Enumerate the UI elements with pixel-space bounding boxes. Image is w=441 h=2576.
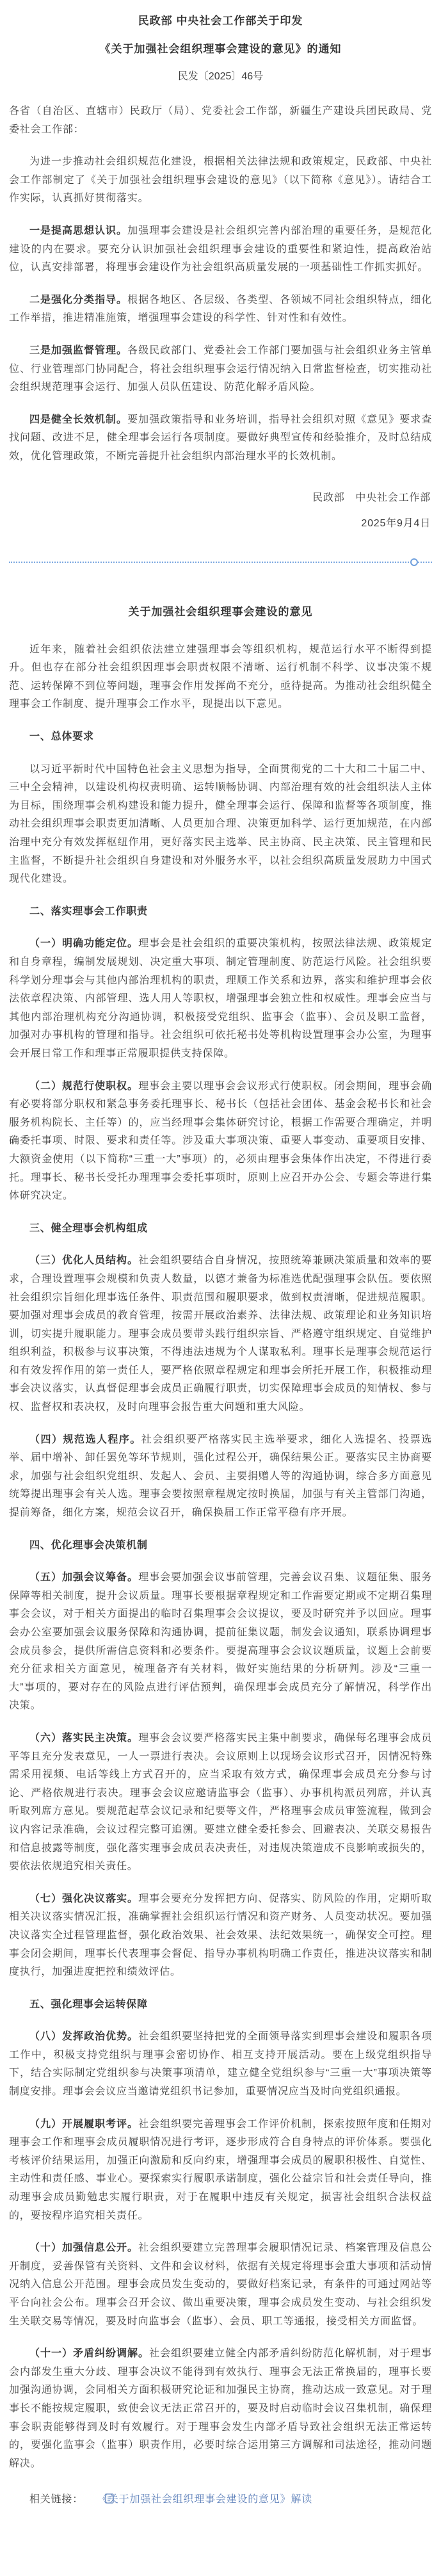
- section-heading-2: 二、落实理事会工作职责: [29, 905, 148, 917]
- section-heading-5: 五、强化理事会运转保障: [29, 1998, 148, 2010]
- paragraph-body: 理事会会议要严格落实民主集中制要求，确保每名理事会成员平等且充分发表意见，一人一票进行表决。会议原则上以现场会议形式召开，因情况特殊需采用视频、电话等线上方式召开的，应当采取有效方式，确保理事会成员充分参与讨论、严格依规进行表决。理事会会议应邀请监事会（监事）、办事机构派员列席，并认真听取列席方意见。要规范起草会议记录和纪要等文件，严格理事会成员审签流程，做到会议内容记录准确，会议过程完整可追溯。要建立健全委托参会、回避表决、关联交易报告和信息披露等制度，强化落实理事会成员表决责任，对违规决策造成不良影响或损失的，要依法依规追究相关责任。: [9, 1732, 432, 1872]
- paragraph-body: 理事会要加强会议事前管理，完善会议召集、议题征集、服务保障等相关制度，提升会议质量。理事长要根据章程规定和工作需要定期或不定期召集理事会会议，对于相关方面提出的临时召集理事会会议提议，要及时研究并予以回应。理事会办公室要加强会议服务保障和沟通协调，提前征集议题，制发会议通知，联系协调理事会成员参会，提供所需信息资料和必要条件。要提高理事会会议议题质量，议题上会前要充分征求相关方面意见，梳理备齐有关材料，做好实施结果的分析研判。涉及“三重一大”事项的，要对存在的风险点进行评估预判，确保理事会成员充分了解情况，科学作出决策。: [9, 1572, 432, 1712]
- divider-circle-icon: [410, 558, 418, 566]
- paragraph-lead: （三）优化人员结构。: [29, 1255, 139, 1267]
- point-lead: 四是健全长效机制。: [29, 414, 128, 425]
- opinion-paragraph: [9, 1890, 432, 1982]
- paragraph-lead: （一）明确功能定位。: [29, 938, 139, 950]
- section-heading-4: 四、优化理事会决策机制: [29, 1539, 148, 1551]
- paragraph-lead: （十一）矛盾纠纷调解。: [29, 2348, 150, 2360]
- date-line: 2025年9月4日: [361, 518, 431, 530]
- point-body: 要加强政策指导和业务培训，指导社会组织对照《意见》要求查找问题、改进不足，健全理事会运行各项制度。要做好典型宣传和经验推介，及时总结成效，优化管理政策，不断完善提升社会组织内部治理水平的长效机制。: [9, 414, 433, 462]
- opinion-paragraph: [9, 2239, 432, 2331]
- opinion-paragraph: [9, 1252, 432, 1416]
- paragraph-body: 理事会要充分发挥把方向、促落实、防风险的作用，定期听取相关决议落实情况汇报，准确掌握社会组织运行情况和资产财务、人员变动状况。要加强决议落实全过程管理监督，强化政治效果、社会效果、法纪效果统一，确保安全可控。理事会闭会期间，理事长代表理事会督促、指导办事机构明确工作责任，推进决议落实和制度执行，加强进度把控和绩效评估。: [9, 1893, 432, 1978]
- opinion-title: 关于加强社会组织理事会建设的意见: [128, 605, 313, 618]
- point-body: 根据各地区、各层级、各类型、各领域不同社会组织特点，细化工作举措，推进精准施策，增强理事会建设的科学性、针对性和有效性。: [9, 294, 433, 324]
- notice-title-line2: 《关于加强社会组织理事会建设的意见》的通知: [99, 43, 342, 55]
- paragraph-lead: （四）规范选人程序。: [29, 1434, 141, 1445]
- document-icon: [84, 2492, 93, 2502]
- notice-point-paragraph: [9, 411, 432, 466]
- opinion-intro-paragraph: 近年来，随着社会组织依法建立建强理事会等组织机构，规范运行水平不断得到提升。但也存在部分社会组织因理事会职责权限不清晰、运行机制不科学、议事决策不规范、运转保障不到位等问题，理事会作用发挥尚不充分，亟待提高。为推动社会组织健全理事会工作制度、提升理事会工作水平，现提出以下意见。: [9, 644, 432, 710]
- section-heading-3: 三、健全理事会机构组成: [29, 1222, 148, 1234]
- related-links-line: [9, 2491, 432, 2509]
- paragraph-body: 社会组织要结合自身情况，按照统筹兼顾决策质量和效率的要求，合理设置理事会规模和负责人数量，以德才兼备为标准选优配强理事会队伍。要依照社会组织宗旨细化理事选任条件、职责范围和履职要求，做到权责清晰，促进规范履职。要加强对理事会成员的教育管理，按需开展政治素养、法律法规、政策理论和业务知识培训，切实提升履职能力。理事会成员要带头践行组织宗旨、严格遵守组织规定、自觉维护组织利益，积极参与议事决策，不得违法违规为个人谋取私利。理事长是理事会规范运行和有效发挥作用的第一责任人，要严格依照章程规定和理事会所托开展工作，积极推动理事会决议落实，认真督促理事会成员正确履行职责，切实保障理事会成员的知情权、参与权、监督权和表决权，及时向理事会报告重大问题和重大风险。: [9, 1255, 432, 1413]
- related-link[interactable]: 《关于加强社会组织理事会建设的意见》解读: [97, 2494, 313, 2506]
- paragraph-lead: （五）加强会议筹备。: [29, 1572, 139, 1584]
- opinion-paragraph: [9, 1569, 432, 1715]
- opinion-paragraph: 以习近平新时代中国特色社会主义思想为指导，全面贯彻党的二十大和二十届二中、三中全会精神，以建设机构权责明确、运转顺畅协调、内部治理有效的社会组织法人主体为目标，围绕理事会机构建设和能力提升，健全理事会运行、保障和监督等各项制度，推动社会组织理事会职责更加清晰、人员更加合理、决策更加科学、运行更加规范，在内部治理中充分有效发挥枢纽作用，更好落实民主选举、民主协商、民主决策、民主管理和民主监督，不断提升社会组织自身建设和对外服务水平，以社会组织高质量发展助力中国式现代化建设。: [9, 763, 432, 885]
- point-lead: 二是强化分类指导。: [29, 294, 128, 305]
- notice-title-line1: 民政部 中央社会工作部关于印发: [138, 15, 303, 27]
- doc-number: 民发〔2025〕46号: [177, 71, 264, 82]
- opinion-section: [9, 603, 432, 2474]
- notice-section: [9, 12, 432, 533]
- opinion-paragraph: [9, 2116, 432, 2226]
- paragraph-lead: （十）加强信息公开。: [29, 2242, 139, 2254]
- paragraph-lead: （七）强化决议落实。: [29, 1893, 139, 1904]
- related-links-label: 相关链接：: [29, 2494, 84, 2506]
- point-body: 加强理事会建设是社会组织完善内部治理的重要任务，是规范化建设的内在要求。要充分认识加强社会组织理事会建设的重要性和紧迫性，提高政治站位，认真安排部署，将理事会建设作为社会组织高质量发展的一项基础性工作抓实抓好。: [9, 225, 433, 273]
- opinion-paragraph: [9, 1078, 432, 1206]
- opinion-paragraph: [9, 1431, 432, 1523]
- point-lead: 一是提高思想认识。: [29, 225, 128, 236]
- opinion-paragraph: [9, 1729, 432, 1876]
- paragraph-body: 社会组织要严格落实民主选举要求，细化人选提名、投票选举、届中增补、卸任罢免等环节规则，强化过程公开，确保结果公正。要落实民主协商要求，加强与社会组织党组织、发起人、会员、主要捐赠人等的沟通协调，综合多方面意见统筹提出理事会有关人选。理事会要按照章程规定按时换届，加强与有关主管部门沟通，提前筹备，细化方案，规范会议召开，确保换届工作正常平稳有序开展。: [9, 1434, 432, 1519]
- paragraph-lead: （二）规范行使职权。: [29, 1080, 139, 1092]
- point-body: 各级民政部门、党委社会工作部门要加强与社会组织业务主管单位、行业管理部门协同配合，将社会组织理事会运行情况纳入日常监督检查，切实推动社会组织规范理事会运行、加强人员队伍建设、防范化解矛盾风险。: [9, 344, 433, 393]
- notice-point-paragraph: [9, 342, 432, 397]
- notice-point-paragraph: [9, 222, 432, 277]
- notice-point-paragraph: [9, 291, 432, 328]
- opinion-paragraph: [9, 2028, 432, 2101]
- opinion-paragraph: [9, 2345, 432, 2473]
- section-divider: [9, 562, 432, 563]
- paragraph-lead: （八）发挥政治优势。: [29, 2031, 139, 2043]
- section-heading-1: 一、总体要求: [29, 731, 94, 743]
- paragraph-body: 社会组织要建立健全内部矛盾纠纷防范化解机制，对于理事会内部发生重大分歧、理事会决议不能得到有效执行、理事会无法正常换届的，理事长要加强沟通协调，会同相关方面积极研究论证和加强民主协商，推动达成一致意见。对于理事长不能按规定履职，致使会议无法正常召开的，要及时启动临时会议召集机制，确保理事会职责能够得到及时有效履行。对于理事会发生内部矛盾导致社会组织无法正常运转的，要强化监事会（监事）职责作用，必要时综合运用第三方调解和司法途径，推动问题解决。: [9, 2348, 432, 2469]
- paragraph-body: 理事会是社会组织的重要决策机构，按照法律法规、政策规定和自身章程，编制发展规划、决定重大事项、制定管理制度、防范运行风险。社会组织要科学划分理事会与其他内部治理机构的职责，理顺工作关系和边界，落实和维护理事会依法依章程决策、内部管理、选人用人等职权，增强理事会独立性和权威性。理事会应当与其他内部治理机构充分沟通协调，积极接受党组织、监事会（监事）、会员及职工监督，加强对办事机构的管理和指导。社会组织可依托秘书处等机构设置理事会办公室，为理事会开展日常工作和理事正常履职提供支持保障。: [9, 938, 432, 1059]
- paragraph-body: 社会组织要完善理事会工作评价机制，探索按照年度和任期对理事会工作和理事会成员履职情况进行考评，逐步形成符合自身特点的评价体系。要强化考核评价结果运用，加强正向激励和反向约束，增强理事会成员的履职积极性、自觉性、主动性和责任感、事业心。要探索实行履职承诺制度，强化公益宗旨和社会责任导向，推动理事会成员勤勉忠实履行职责，对于在履职中违反有关规定，损害社会组织合法权益的，要按程序追究相关责任。: [9, 2118, 432, 2221]
- paragraph-lead: （九）开展履职考评。: [29, 2118, 139, 2130]
- paragraph-lead: （六）落实民主决策。: [29, 1732, 139, 1744]
- point-lead: 三是加强监督管理。: [29, 344, 128, 356]
- paragraph-body: 社会组织要坚持把党的全面领导落实到理事会建设和履职各项工作中，积极支持党组织与理事会密切协作、相互支持开展活动。要在上级党组织指导下，结合实际制定党组织参与决策事项清单，建立健全党组织参与“三重一大”事项决策等制度安排。理事会会议应当邀请党组织书记参加，重要情况应当及时向党组织通报。: [9, 2031, 432, 2098]
- notice-intro-paragraph: 为进一步推动社会组织规范化建设，根据相关法律法规和政策规定，民政部、中央社会工作部制定了《关于加强社会组织理事会建设的意见》（以下简称《意见》）。请结合工作实际，认真抓好贯彻落实。: [9, 156, 432, 204]
- paragraph-body: 理事会主要以理事会会议形式行使职权。闭会期间，理事会确有必要将部分职权和紧急事务委托理事长、秘书长（包括社会团体、基金会秘书长和社会服务机构院长、主任等）的，应当经理事会集体研究讨论，根据工作需要合理确定，并明确委托事项、时限、要求和责任等。涉及重大事项决策、重要人事变动、重要项目安排、大额资金使用（以下简称“三重一大”事项）的，必须由理事会集体作出决定，不得进行委托。理事长、秘书长受托办理理事会委托事项时，原则上应召开办公会、专题会等进行集体研究决定。: [9, 1080, 432, 1202]
- signature-line: 民政部 中央社会工作部: [312, 492, 431, 503]
- paragraph-body: 社会组织要建立完善理事会履职情况记录、档案管理及信息公开制度，妥善保管有关资料、文件和会议材料，依据有关规定将理事会重大事项和活动情况纳入信息公开范围。理事会成员发生变动的，要做好档案记录，有条件的可通过网站等平台向社会公布。理事会召开会议、做出重要决策，理事会成员发生变动、与社会组织发生关联交易等情况，要及时向监事会（监事）、会员、职工等通报，接受相关方面监督。: [9, 2242, 432, 2327]
- addressee-paragraph: 各省（自治区、直辖市）民政厅（局）、党委社会工作部，新疆生产建设兵团民政局、党委社会工作部：: [9, 106, 432, 135]
- opinion-paragraph: [9, 935, 432, 1063]
